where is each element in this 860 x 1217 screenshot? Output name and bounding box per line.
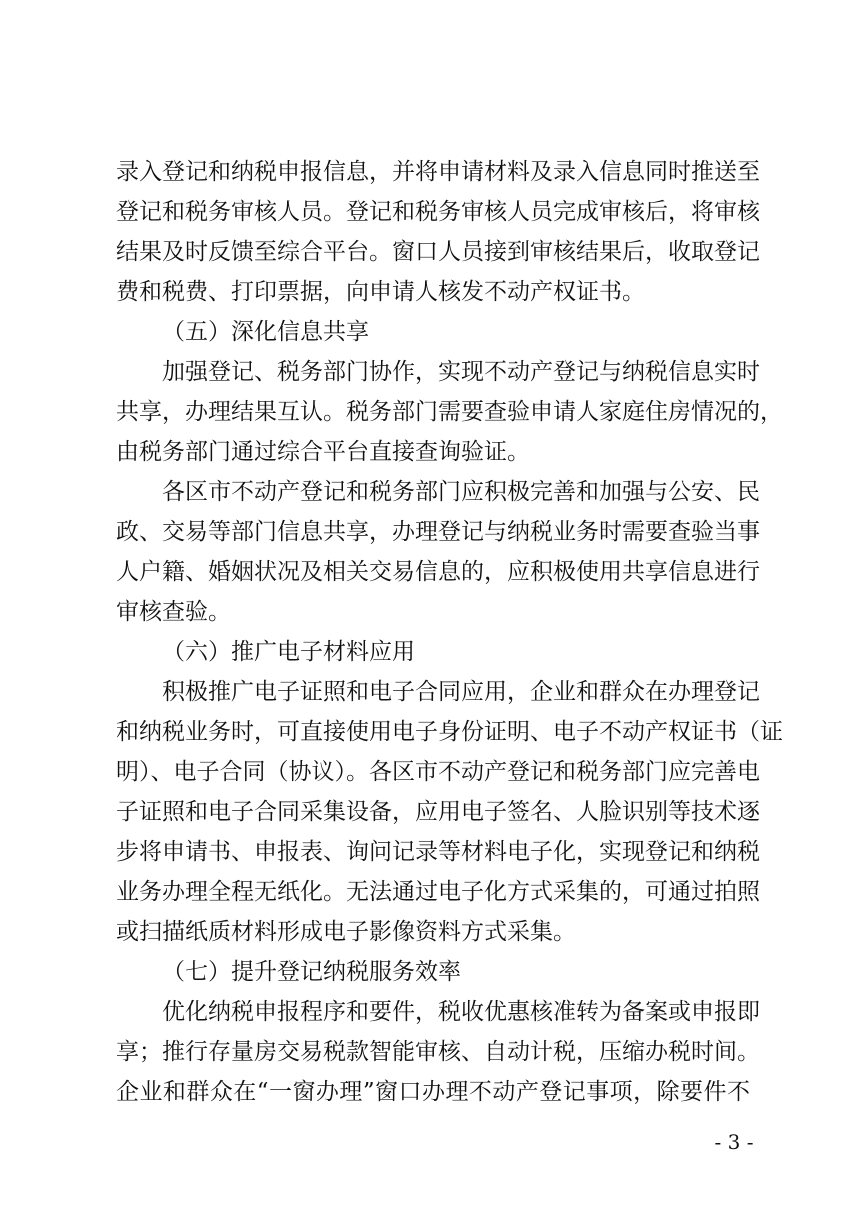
body-line: 登记和税务审核人员。登记和税务审核人员完成审核后，将审核 [116,199,760,225]
body-line: 业务办理全程无纸化。无法通过电子化方式采集的，可通过拍照 [116,879,760,905]
document-body [116,152,783,1112]
body-line: 各区市不动产登记和税务部门应积极完善和加强与公安、民 [162,479,760,505]
body-line: 由税务部门通过综合平台直接查询验证。 [116,439,530,465]
body-line: 录入登记和纳税申报信息，并将申请材料及录入信息同时推送至 [116,159,760,185]
body-line: 步将申请书、申报表、询问记录等材料电子化，实现登记和纳税 [116,839,760,865]
body-line: 人户籍、婚姻状况及相关交易信息的，应积极使用共享信息进行 [116,559,760,585]
body-line: 政、交易等部门信息共享，办理登记与纳税业务时需要查验当事 [116,519,760,545]
body-line: 费和税费、打印票据，向申请人核发不动产权证书。 [116,279,645,305]
section-heading-7: （七）提升登记纳税服务效率 [162,959,461,985]
section-heading-6: （六）推广电子材料应用 [162,639,415,665]
body-line: 或扫描纸质材料形成电子影像资料方式采集。 [116,919,576,945]
body-line: 享；推行存量房交易税款智能审核、自动计税，压缩办税时间。 [116,1039,760,1065]
body-line: 共享，办理结果互认。税务部门需要查验申请人家庭住房情况的， [116,399,783,425]
body-line: 结果及时反馈至综合平台。窗口人员接到审核结果后，收取登记 [116,239,760,265]
body-line: 子证照和电子合同采集设备，应用电子签名、人脸识别等技术逐 [116,799,760,825]
page-number: - 3 - [714,1130,754,1154]
section-heading-5: （五）深化信息共享 [162,319,369,345]
body-line: 和纳税业务时，可直接使用电子身份证明、电子不动产权证书（证 [116,719,783,745]
body-line: 企业和群众在“一窗办理”窗口办理不动产登记事项，除要件不 [116,1079,750,1105]
body-line: 加强登记、税务部门协作，实现不动产登记与纳税信息实时 [162,359,760,385]
body-line: 积极推广电子证照和电子合同应用，企业和群众在办理登记 [162,679,760,705]
body-line: 优化纳税申报程序和要件，税收优惠核准转为备案或申报即 [162,999,760,1025]
body-line: 明）、电子合同（协议）。各区市不动产登记和税务部门应完善电 [116,759,760,785]
body-line: 审核查验。 [116,599,231,625]
